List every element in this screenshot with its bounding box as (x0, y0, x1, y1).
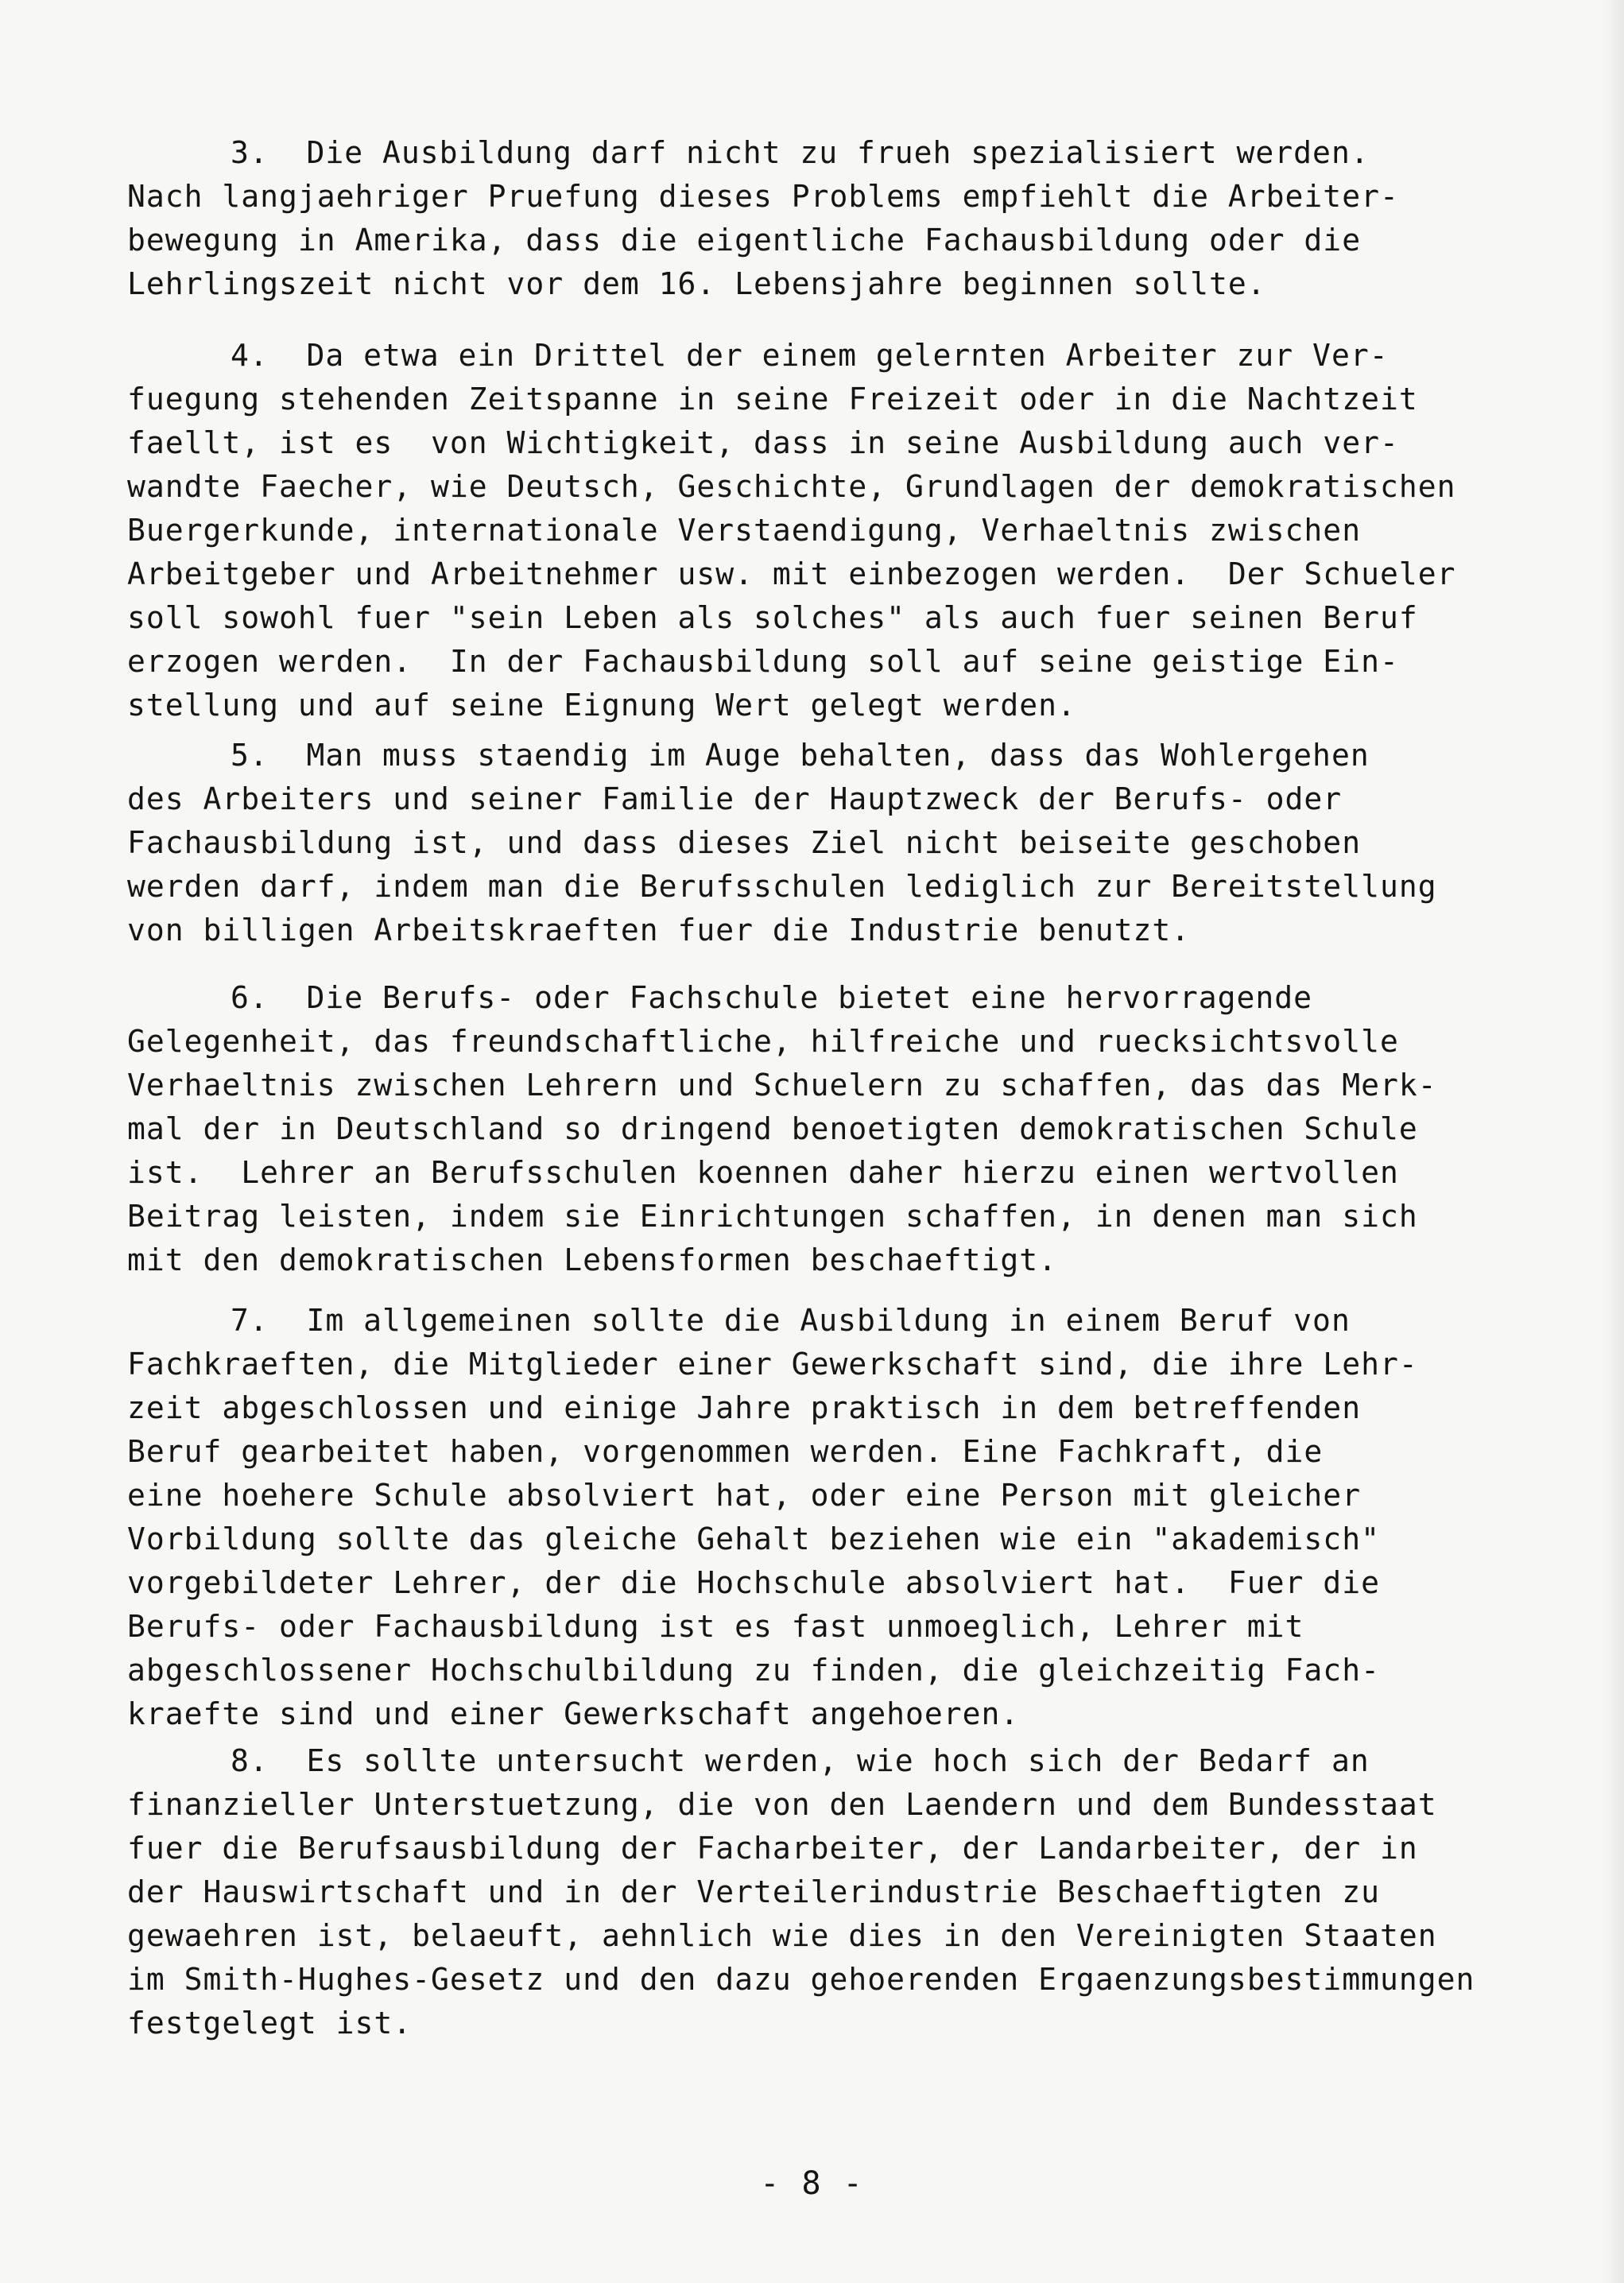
page-number: - 8 - (760, 2165, 864, 2202)
paragraph-8-line-3: fuer die Berufsausbildung der Facharbeiter, der Landarbeiter, der in (127, 1831, 1418, 1866)
paragraph-4 (127, 334, 1558, 727)
paragraph-4-line-3: faellt, ist es von Wichtigkeit, dass in seine Ausbildung auch ver- (127, 425, 1399, 460)
paragraph-4-line-4: wandte Faecher, wie Deutsch, Geschichte, Grundlagen der demokratischen (127, 469, 1456, 504)
paragraph-6-number: 6. (231, 980, 269, 1015)
paragraph-7-line-1 (127, 1299, 1558, 1343)
paragraph-8-line-2: finanzieller Unterstuetzung, die von den Laendern und dem Bundesstaat (127, 1787, 1437, 1822)
paragraph-3-line-4: Lehrlingszeit nicht vor dem 16. Lebensjahre beginnen sollte. (127, 266, 1266, 301)
paragraph-8 (127, 1739, 1558, 2045)
paragraph-6-line-5: ist. Lehrer an Berufsschulen koennen daher hierzu einen wertvollen (127, 1155, 1399, 1190)
paragraph-3-text-1: Die Ausbildung darf nicht zu frueh spezialisiert werden. (306, 135, 1370, 170)
paragraph-4-line-1 (127, 334, 1558, 378)
paragraph-7-text-1: Im allgemeinen sollte die Ausbildung in einem Beruf von (306, 1303, 1351, 1338)
paragraph-3-line-2: Nach langjaehriger Pruefung dieses Problems empfiehlt die Arbeiter- (127, 179, 1399, 214)
paragraph-7-number: 7. (231, 1303, 269, 1338)
paragraph-8-line-4: der Hauswirtschaft und in der Verteilerindustrie Beschaeftigten zu (127, 1874, 1380, 1909)
paragraph-4-number: 4. (231, 338, 269, 373)
page-edge-shadow (1600, 0, 1624, 2283)
paragraph-3 (127, 131, 1558, 306)
paragraph-5-line-4: werden darf, indem man die Berufsschulen lediglich zur Bereitstellung (127, 869, 1437, 904)
paragraph-8-line-7: festgelegt ist. (127, 2006, 413, 2041)
paragraph-7-line-6: Vorbildung sollte das gleiche Gehalt beziehen wie ein "akademisch" (127, 1521, 1380, 1556)
paragraph-4-line-8: erzogen werden. In der Fachausbildung soll auf seine geistige Ein- (127, 644, 1399, 679)
paragraph-6-line-2: Gelegenheit, das freundschaftliche, hilfreiche und ruecksichtsvolle (127, 1024, 1399, 1059)
paragraph-8-line-5: gewaehren ist, belaeuft, aehnlich wie dies in den Vereinigten Staaten (127, 1918, 1437, 1953)
paragraph-8-number: 8. (231, 1743, 269, 1778)
paragraph-8-line-6: im Smith-Hughes-Gesetz und den dazu gehoerenden Ergaenzungsbestimmungen (127, 1962, 1475, 1997)
paragraph-5-line-5: von billigen Arbeitskraeften fuer die Industrie benutzt. (127, 913, 1191, 948)
paragraph-5-text-1: Man muss staendig im Auge behalten, dass das Wohlergehen (306, 738, 1370, 773)
paragraph-7 (127, 1299, 1558, 1736)
paragraph-5-line-1 (127, 734, 1558, 777)
paragraph-7-line-5: eine hoehere Schule absolviert hat, oder eine Person mit gleicher (127, 1478, 1362, 1513)
paragraph-6 (127, 976, 1558, 1282)
paragraph-5-line-2: des Arbeiters und seiner Familie der Hauptzweck der Berufs- oder (127, 781, 1343, 816)
paragraph-5-line-3: Fachausbildung ist, und dass dieses Ziel nicht beiseite geschoben (127, 825, 1362, 860)
paragraph-6-text-1: Die Berufs- oder Fachschule bietet eine hervorragende (306, 980, 1313, 1015)
paragraph-7-line-7: vorgebildeter Lehrer, der die Hochschule absolviert hat. Fuer die (127, 1565, 1380, 1600)
paragraph-3-line-1 (127, 131, 1558, 175)
paragraph-8-line-1 (127, 1739, 1558, 1783)
paragraph-7-line-8: Berufs- oder Fachausbildung ist es fast unmoeglich, Lehrer mit (127, 1609, 1304, 1644)
paragraph-4-line-6: Arbeitgeber und Arbeitnehmer usw. mit einbezogen werden. Der Schueler (127, 556, 1456, 591)
paragraph-8-text-1: Es sollte untersucht werden, wie hoch sich der Bedarf an (306, 1743, 1370, 1778)
paragraph-5-number: 5. (231, 738, 269, 773)
paragraph-6-line-4: mal der in Deutschland so dringend benoetigten demokratischen Schule (127, 1111, 1418, 1146)
paragraph-6-line-6: Beitrag leisten, indem sie Einrichtungen schaffen, in denen man sich (127, 1199, 1418, 1234)
paragraph-6-line-7: mit den demokratischen Lebensformen beschaeftigt. (127, 1242, 1058, 1277)
paragraph-7-line-9: abgeschlossener Hochschulbildung zu finden, die gleichzeitig Fach- (127, 1653, 1380, 1688)
paragraph-5 (127, 734, 1558, 952)
paragraph-6-line-1 (127, 976, 1558, 1020)
paragraph-7-line-3: zeit abgeschlossen und einige Jahre praktisch in dem betreffenden (127, 1390, 1362, 1425)
paragraph-4-line-7: soll sowohl fuer "sein Leben als solches" als auch fuer seinen Beruf (127, 600, 1418, 635)
paragraph-4-line-2: fuegung stehenden Zeitspanne in seine Freizeit oder in die Nachtzeit (127, 382, 1418, 417)
paragraph-7-line-2: Fachkraeften, die Mitglieder einer Gewerkschaft sind, die ihre Lehr- (127, 1347, 1418, 1382)
paragraph-3-line-3: bewegung in Amerika, dass die eigentliche Fachausbildung oder die (127, 223, 1362, 258)
paragraph-4-text-1: Da etwa ein Drittel der einem gelernten Arbeiter zur Ver- (306, 338, 1389, 373)
paragraph-4-line-5: Buergerkunde, internationale Verstaendigung, Verhaeltnis zwischen (127, 513, 1362, 548)
paragraph-4-line-9: stellung und auf seine Eignung Wert gelegt werden. (127, 688, 1076, 723)
paragraph-3-number: 3. (231, 135, 269, 170)
paragraph-7-line-10: kraefte sind und einer Gewerkschaft angehoeren. (127, 1696, 1020, 1731)
paragraph-7-line-4: Beruf gearbeitet haben, vorgenommen werden. Eine Fachkraft, die (127, 1434, 1324, 1469)
paragraph-6-line-3: Verhaeltnis zwischen Lehrern und Schuelern zu schaffen, das das Merk- (127, 1068, 1437, 1103)
